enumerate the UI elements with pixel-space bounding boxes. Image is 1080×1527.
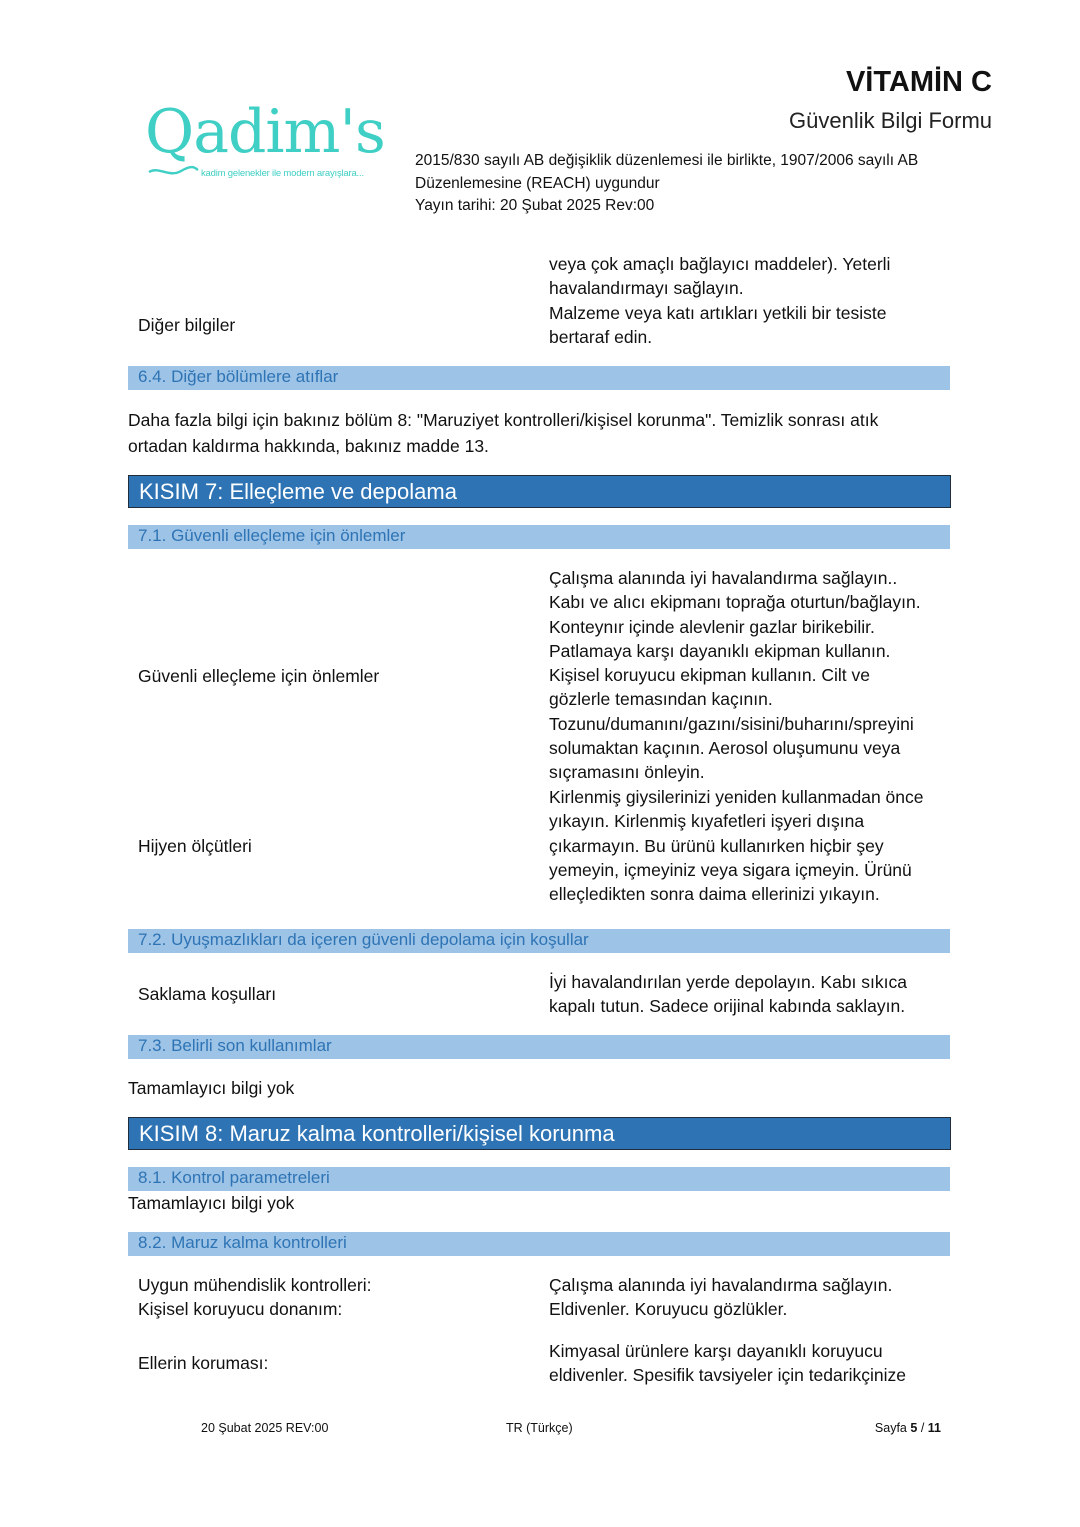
value-line: havalandırmayı sağlayın. [549, 278, 744, 299]
value-line: eldivenler. Spesifik tavsiyeler için tedarikçinize [549, 1365, 906, 1386]
engineering-controls-label: Uygun mühendislik kontrolleri: [138, 1275, 372, 1295]
value-line: İyi havalandırılan yerde depolayın. Kabı sıkıca [549, 972, 907, 992]
subsection-6-4-text [128, 407, 878, 459]
value-line: bertaraf edin. [549, 326, 653, 347]
subsection-8-1-header [128, 1167, 950, 1191]
value-line: elleçledikten sonra daima ellerinizi yıkayın. [549, 884, 880, 905]
footer-language: TR (Türkçe) [506, 1421, 573, 1435]
safe-handling-value [549, 566, 921, 785]
subsection-8-1-text: Tamamlayıcı bilgi yok [128, 1193, 295, 1213]
value-line: kapalı tutun. Sadece orijinal kabında saklayın. [549, 996, 906, 1017]
issue-date-line: Yayın tarihi: 20 Şubat 2025 Rev:00 [415, 197, 655, 214]
hygiene-label: Hijyen ölçütleri [138, 836, 252, 856]
value-line: veya çok amaçlı bağlayıcı maddeler). Yeterli [549, 254, 891, 274]
regulation-line: Düzenlemesine (REACH) uygundur [415, 174, 660, 192]
subsection-7-2-header [128, 929, 950, 953]
subsection-title: 7.1. Güvenli elleçleme için önlemler [138, 526, 406, 545]
engineering-controls-value: Çalışma alanında iyi havalandırma sağlayın. [549, 1275, 893, 1295]
value-line: yemeyin, içmeyiniz veya sigara içmeyin. Ürünü [549, 859, 912, 880]
logo-wordmark: Qadim's [145, 97, 385, 167]
subsection-8-2-header [128, 1232, 950, 1256]
value-line: Kabı ve alıcı ekipmanı toprağa oturtun/bağlayın. [549, 592, 921, 613]
subsection-6-4-header [128, 366, 950, 390]
logo-tagline: kadim gelenekler ile modern arayışlara... [201, 168, 364, 179]
value-line: Malzeme veya katı artıkları yetkili bir tesiste [549, 302, 887, 323]
footer-date-rev: 20 Şubat 2025 REV:00 [201, 1421, 329, 1435]
hand-protection-value [549, 1339, 906, 1388]
regulation-line: 2015/830 sayılı AB değişiklik düzenlemesi ile birlikte, 1907/2006 sayılı AB [415, 152, 919, 169]
other-info-label: Diğer bilgiler [138, 315, 236, 335]
company-logo [145, 97, 390, 188]
value-line: gözlerle temasından kaçının. [549, 689, 773, 710]
ppe-value: Eldivenler. Koruyucu gözlükler. [549, 1299, 788, 1319]
safe-handling-label: Güvenli elleçleme için önlemler [138, 666, 380, 686]
value-line: Çalışma alanında iyi havalandırma sağlayın.. [549, 568, 898, 588]
value-line: Konteynır içinde alevlenir gazlar birikebilir. [549, 616, 875, 637]
document-title: VİTAMİN C [845, 66, 992, 98]
subsection-7-3-header [128, 1035, 950, 1059]
section-title: KISIM 7: Elleçleme ve depolama [139, 479, 457, 504]
page-current: 5 [910, 1421, 918, 1435]
hand-protection-label: Ellerin koruması: [138, 1353, 269, 1373]
footer-page-number [875, 1421, 941, 1435]
hygiene-value [549, 785, 924, 906]
storage-label: Saklama koşulları [138, 984, 277, 1004]
value-line: sıçramasını önleyin. [549, 762, 705, 783]
subsection-7-3-text: Tamamlayıcı bilgi yok [128, 1078, 295, 1098]
document-subtitle: Güvenlik Bilgi Formu [789, 108, 992, 133]
value-line: Patlamaya karşı dayanıklı ekipman kullanın. [549, 640, 891, 661]
ppe-label: Kişisel koruyucu donanım: [138, 1299, 343, 1319]
logo-wave-icon [147, 164, 199, 178]
value-line: solumaktan kaçının. Aerosol oluşumunu veya [549, 738, 901, 759]
subsection-title: 8.1. Kontrol parametreleri [138, 1168, 330, 1187]
page-prefix: Sayfa [874, 1421, 907, 1435]
value-line: Tozunu/dumanını/gazını/sisini/buharını/spreyini [549, 713, 914, 734]
subsection-title: 8.2. Maruz kalma kontrolleri [138, 1233, 347, 1252]
subsection-7-1-header [128, 525, 950, 549]
value-line: Kimyasal ürünlere karşı dayanıklı koruyucu [549, 1341, 883, 1361]
other-info-value [549, 252, 890, 349]
storage-value [549, 970, 907, 1019]
value-line: çıkarmayın. Bu ürünü kullanırken hiçbir şey [549, 835, 884, 856]
subsection-title: 6.4. Diğer bölümlere atıflar [138, 367, 339, 386]
subsection-title: 7.2. Uyuşmazlıkları da içeren güvenli depolama için koşullar [138, 930, 589, 949]
page-total: 11 [927, 1421, 941, 1435]
value-line: Kirlenmiş giysilerinizi yeniden kullanmadan önce [549, 787, 924, 807]
section-8-header [128, 1117, 951, 1150]
paragraph-line: ortadan kaldırma hakkında, bakınız madde 13. [128, 436, 489, 456]
regulation-info [415, 150, 918, 218]
section-7-header [128, 475, 951, 508]
section-title: KISIM 8: Maruz kalma kontrolleri/kişisel korunma [139, 1121, 615, 1146]
page-separator: / [920, 1421, 925, 1435]
value-line: Kişisel koruyucu ekipman kullanın. Cilt ve [549, 665, 870, 686]
value-line: yıkayın. Kirlenmiş kıyafetleri işyeri dışına [549, 811, 865, 832]
subsection-title: 7.3. Belirli son kullanımlar [138, 1036, 332, 1055]
paragraph-line: Daha fazla bilgi için bakınız bölüm 8: "Maruziyet kontrolleri/kişisel korunma". Temizlik sonrası atık [128, 410, 879, 430]
